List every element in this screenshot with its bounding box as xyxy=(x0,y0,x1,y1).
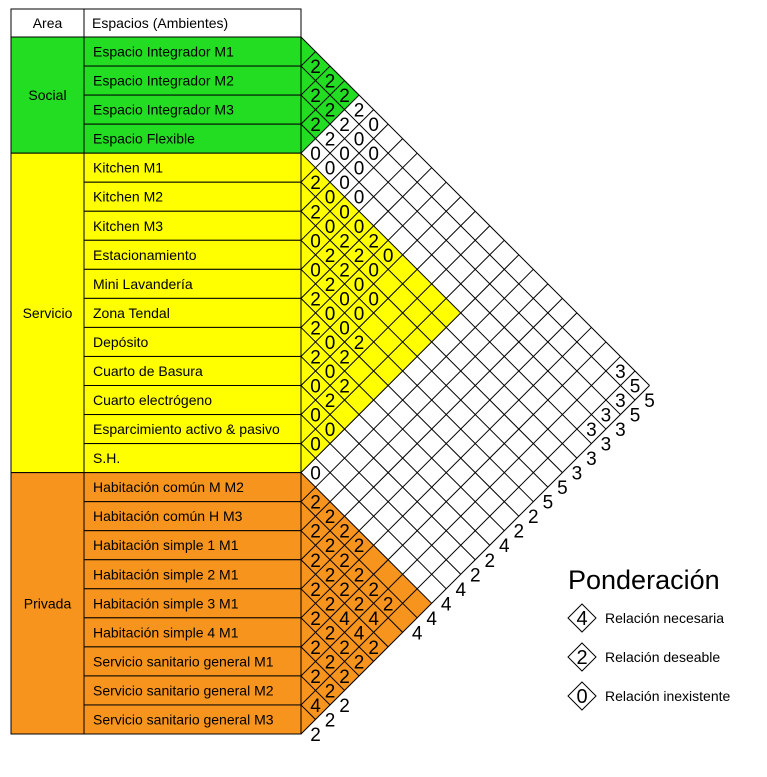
matrix-value: 2 xyxy=(339,231,350,253)
matrix-value: 2 xyxy=(368,579,379,601)
matrix-value: 0 xyxy=(339,318,350,340)
space-row-label: Cuarto de Basura xyxy=(93,362,203,379)
matrix-value: 2 xyxy=(324,507,336,529)
matrix-value: 2 xyxy=(324,536,336,558)
space-row-label: Espacio Integrador M2 xyxy=(93,72,234,89)
space-row-label: Espacio Integrador M1 xyxy=(93,43,234,60)
matrix-value: 2 xyxy=(339,695,350,717)
matrix-value: 0 xyxy=(382,245,394,267)
matrix-value: 0 xyxy=(324,332,336,354)
matrix-value: 2 xyxy=(324,594,336,616)
matrix-value: 2 xyxy=(310,347,321,369)
matrix-value: 2 xyxy=(353,100,365,122)
space-row-label: Kitchen M3 xyxy=(93,217,164,234)
matrix-value: 5 xyxy=(629,376,641,398)
matrix-value: 4 xyxy=(455,579,467,601)
matrix-value: 0 xyxy=(324,187,336,209)
space-row-label: Zona Tendal xyxy=(93,304,170,321)
matrix-value: 2 xyxy=(353,536,365,558)
legend-label: Relación necesaria xyxy=(605,610,725,626)
matrix-value: 0 xyxy=(324,216,336,238)
space-row-label: Depósito xyxy=(93,333,149,350)
matrix-value: 0 xyxy=(353,129,365,151)
matrix-value: 0 xyxy=(310,405,321,427)
matrix-value: 2 xyxy=(324,710,336,732)
matrix-value: 3 xyxy=(615,420,626,442)
matrix-value: 2 xyxy=(310,579,321,601)
zone-label: Servicio xyxy=(22,304,73,321)
space-row-label: Estacionamiento xyxy=(93,246,197,263)
matrix-value: 0 xyxy=(310,434,321,456)
legend-symbol: 0 xyxy=(576,686,588,708)
matrix-value: 2 xyxy=(324,681,336,703)
matrix-value: 2 xyxy=(339,260,350,282)
space-row-label: S.H. xyxy=(93,450,121,467)
space-row-label: Servicio sanitario general M2 xyxy=(93,682,274,699)
matrix-value: 0 xyxy=(339,173,350,195)
matrix-value: 0 xyxy=(353,274,365,296)
matrix-value: 0 xyxy=(310,144,321,166)
matrix-value: 0 xyxy=(353,303,365,325)
space-row-label: Habitación simple 3 M1 xyxy=(93,595,239,612)
matrix-value: 2 xyxy=(324,391,336,413)
matrix-value: 2 xyxy=(339,347,350,369)
matrix-value: 2 xyxy=(353,332,365,354)
matrix-value: 0 xyxy=(324,361,336,383)
matrix-value: 2 xyxy=(324,100,336,122)
matrix-value: 2 xyxy=(310,115,321,137)
matrix-value: 3 xyxy=(615,391,626,413)
matrix-value: 2 xyxy=(310,725,321,746)
matrix-value: 2 xyxy=(324,565,336,587)
matrix-value: 0 xyxy=(310,231,321,253)
zone-label: Social xyxy=(28,87,67,104)
legend-symbol: 2 xyxy=(576,647,588,669)
matrix-value: 4 xyxy=(353,623,365,645)
matrix-value: 4 xyxy=(426,608,437,630)
legend-label: Relación deseable xyxy=(605,649,721,665)
matrix-value: 4 xyxy=(499,536,510,558)
matrix-value: 3 xyxy=(600,405,612,427)
matrix-value: 2 xyxy=(353,594,365,616)
space-row-label: Mini Lavandería xyxy=(93,275,193,292)
matrix-value: 2 xyxy=(469,565,481,587)
matrix-value: 4 xyxy=(339,608,350,630)
space-row-label: Cuarto electrógeno xyxy=(93,392,213,409)
header-spaces-label: Espacios (Ambientes) xyxy=(92,15,229,31)
matrix-value: 0 xyxy=(310,260,321,282)
matrix-value: 2 xyxy=(353,652,365,674)
matrix-value: 0 xyxy=(339,289,350,311)
matrix-value: 2 xyxy=(324,129,336,151)
space-row-label: Servicio sanitario general M1 xyxy=(93,653,274,670)
matrix-value: 2 xyxy=(339,521,350,543)
matrix-value: 4 xyxy=(310,695,321,717)
space-row-label: Servicio sanitario general M3 xyxy=(93,711,274,728)
matrix-value: 2 xyxy=(339,376,350,398)
space-row-label: Espacio Flexible xyxy=(93,130,195,147)
matrix-value: 0 xyxy=(368,260,379,282)
matrix-value: 2 xyxy=(310,608,321,630)
matrix-value: 2 xyxy=(368,637,379,659)
matrix-value: 0 xyxy=(353,187,365,209)
matrix-value: 0 xyxy=(324,420,336,442)
matrix-value: 0 xyxy=(339,144,350,166)
matrix-value: 2 xyxy=(324,71,336,93)
matrix-value: 2 xyxy=(310,57,321,79)
legend-symbol: 4 xyxy=(576,608,588,630)
matrix-value: 2 xyxy=(339,637,350,659)
legend xyxy=(568,565,731,710)
matrix-value: 2 xyxy=(310,173,321,195)
matrix-value: 5 xyxy=(557,478,568,500)
space-row-label: Kitchen M2 xyxy=(93,188,164,205)
matrix-value: 2 xyxy=(310,550,321,572)
matrix-value: 5 xyxy=(542,492,554,514)
matrix-value: 3 xyxy=(615,361,626,383)
matrix-value: 3 xyxy=(586,420,597,442)
header-area-label: Area xyxy=(32,15,63,31)
matrix-value: 2 xyxy=(339,86,350,108)
matrix-value: 2 xyxy=(339,115,350,137)
matrix-value: 0 xyxy=(368,115,379,137)
matrix-value: 0 xyxy=(310,376,321,398)
matrix-value: 2 xyxy=(310,521,321,543)
matrix-value: 2 xyxy=(310,492,321,514)
space-row-label: Kitchen M1 xyxy=(93,159,164,176)
matrix-value: 2 xyxy=(310,666,321,688)
matrix-value: 0 xyxy=(324,303,336,325)
matrix-value: 2 xyxy=(528,507,539,529)
space-row-label: Esparcimiento activo & pasivo xyxy=(93,421,280,438)
matrix-value: 5 xyxy=(644,391,655,413)
space-row-label: Habitación simple 4 M1 xyxy=(93,624,239,641)
matrix-value: 2 xyxy=(310,637,321,659)
space-row-label: Habitación común M M2 xyxy=(93,479,244,496)
matrix-value: 2 xyxy=(324,245,336,267)
matrix-value: 2 xyxy=(339,666,350,688)
space-row-label: Habitación simple 1 M1 xyxy=(93,537,239,554)
matrix-value: 0 xyxy=(310,463,321,485)
matrix-value: 0 xyxy=(339,202,350,224)
matrix-value: 2 xyxy=(353,565,365,587)
space-row-label: Espacio Integrador M3 xyxy=(93,101,234,118)
matrix-value: 2 xyxy=(382,594,394,616)
matrix-value: 2 xyxy=(339,550,350,572)
matrix-value: 2 xyxy=(339,579,350,601)
matrix-value: 3 xyxy=(571,463,583,485)
matrix-value: 2 xyxy=(310,202,321,224)
matrix-value: 5 xyxy=(629,405,641,427)
matrix-value: 3 xyxy=(600,434,612,456)
matrix-value: 3 xyxy=(586,449,597,471)
matrix-value: 0 xyxy=(324,158,336,180)
matrix-value: 0 xyxy=(353,216,365,238)
matrix-value: 0 xyxy=(368,144,379,166)
matrix-value: 4 xyxy=(440,594,452,616)
matrix-value: 0 xyxy=(353,158,365,180)
matrix-value: 0 xyxy=(368,289,379,311)
legend-title: Ponderación xyxy=(568,565,720,595)
matrix-value: 2 xyxy=(324,623,336,645)
legend-label: Relación inexistente xyxy=(605,688,731,704)
matrix-value: 2 xyxy=(310,318,321,340)
matrix-value: 2 xyxy=(310,86,321,108)
spaces-table xyxy=(11,9,301,734)
matrix-value: 2 xyxy=(368,231,379,253)
matrix-value: 2 xyxy=(310,289,321,311)
matrix-value: 2 xyxy=(324,652,336,674)
matrix-value: 4 xyxy=(368,608,379,630)
space-row-label: Habitación común H M3 xyxy=(93,508,243,525)
zone-label: Privada xyxy=(23,595,72,612)
matrix-value: 2 xyxy=(513,521,525,543)
space-row-label: Habitación simple 2 M1 xyxy=(93,566,239,583)
matrix-value: 2 xyxy=(484,550,496,572)
matrix-value: 2 xyxy=(353,245,365,267)
matrix-value: 4 xyxy=(411,623,423,645)
matrix-value: 2 xyxy=(324,274,336,296)
